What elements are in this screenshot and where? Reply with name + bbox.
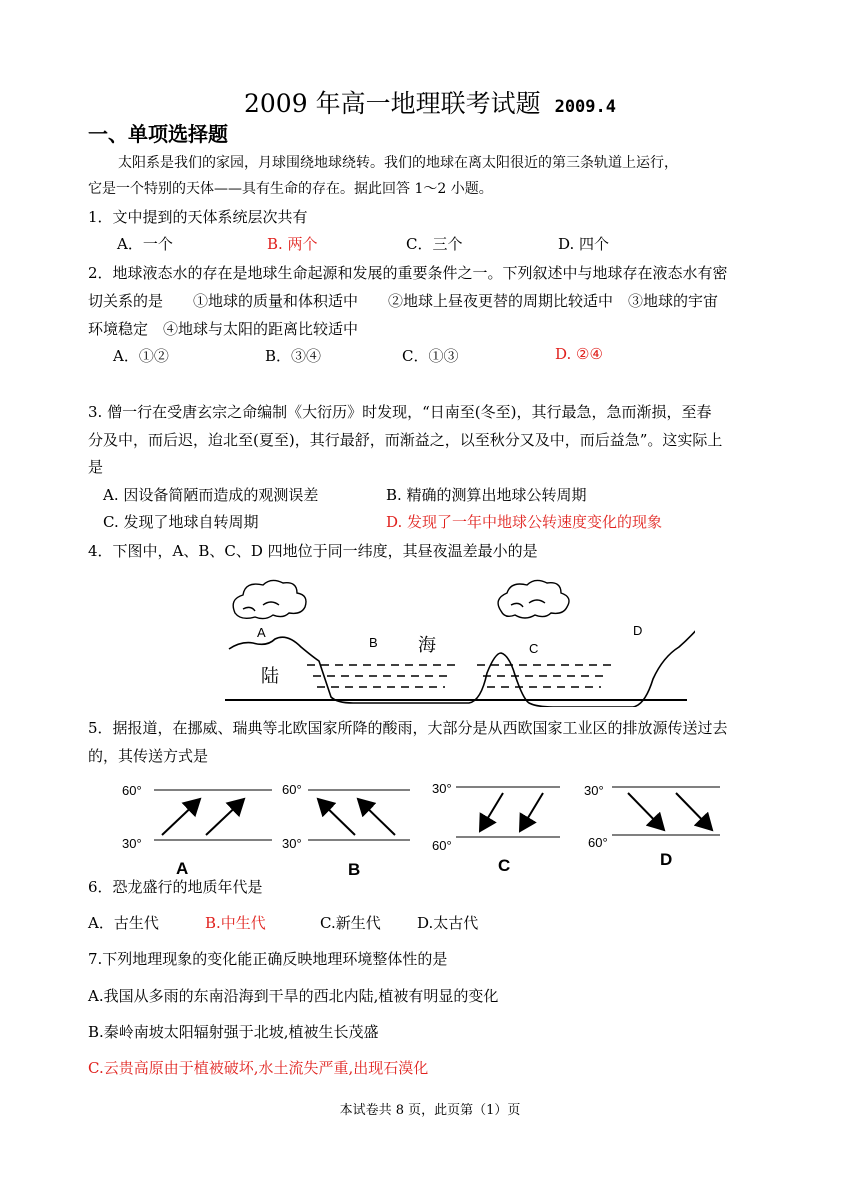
diagram-c-bottom-lat: 60° [432, 838, 452, 853]
cloud-icon-right [498, 580, 569, 618]
terrain-profile [229, 609, 695, 707]
q2-option-b: B．③④ [265, 347, 322, 365]
diagram-a [122, 783, 272, 878]
q2-line-3: 环境稳定 ④地球与太阳的距离比较适中 [88, 320, 359, 338]
q5-line-2: 的，其传送方式是 [88, 747, 209, 765]
diagram-b [282, 782, 410, 879]
q4-stem: 4．下图中，A、B、C、D 四地位于同一纬度，其昼夜温差最小的是 [88, 542, 538, 560]
figure-label-c: C [529, 641, 539, 656]
figure-label-d: D [633, 623, 643, 638]
diagram-a-top-lat: 60° [122, 783, 142, 798]
diagram-c-top-lat: 30° [432, 781, 452, 796]
diagram-c-letter: C [498, 856, 511, 875]
figure-label-b: B [369, 635, 378, 650]
q2-line-2: 切关系的是 ①地球的质量和体积适中 ②地球上昼夜更替的周期比较适中 ③地球的宇宙 [88, 292, 719, 310]
q6-option-a: A．古生代 [88, 914, 159, 932]
page-title [0, 84, 860, 120]
q3-line-3: 是 [88, 458, 104, 476]
diagram-d [584, 783, 720, 869]
q3-option-a: A. 因设备简陋而造成的观测误差 [103, 486, 319, 504]
q5-wind-diagrams [110, 775, 730, 880]
page-footer: 本试卷共 8 页，此页第（1）页 [339, 1103, 521, 1118]
q7-option-b: B.秦岭南坡太阳辐射强于北坡,植被生长茂盛 [88, 1023, 379, 1041]
diagram-b-bottom-lat: 30° [282, 836, 302, 851]
q7-option-c-answer: C.云贵高原由于植被破坏,水土流失严重,出现石漠化 [88, 1059, 429, 1077]
cloud-icon-left [233, 580, 306, 618]
q6-option-c: C.新生代 [320, 914, 381, 932]
figure-label-sea: 海 [418, 635, 436, 656]
diagram-d-bottom-lat: 60° [588, 835, 608, 850]
diagram-a-bottom-lat: 30° [122, 836, 142, 851]
q3-option-b: B. 精确的测算出地球公转周期 [386, 486, 587, 504]
q4-landform-figure [215, 575, 695, 707]
q1-stem: 1．文中提到的天体系统层次共有 [88, 208, 308, 226]
q2-option-c: C．①③ [402, 347, 459, 365]
diagram-d-letter: D [660, 850, 673, 869]
diagram-b-letter: B [348, 860, 361, 879]
q1-option-a: A．一个 [117, 235, 173, 253]
q3-line-1: 3. 僧一行在受唐玄宗之命编制《大衍历》时发现，“日南至(冬至)，其行最急，急而渐损，至春 [88, 403, 712, 421]
figure-label-land: 陆 [261, 666, 279, 687]
sea-water-left [307, 665, 455, 687]
title-main: 2009 年高一地理联考试题 [244, 89, 541, 118]
q3-line-2: 分及中，而后迟，迨北至(夏至)，其行最舒，而渐益之，以至秋分又及中，而后益急”。这实际上 [88, 431, 723, 449]
q1-option-c: C．三个 [406, 235, 463, 253]
q7-stem: 7.下列地理现象的变化能正确反映地理环境整体性的是 [88, 950, 448, 968]
q2-option-a: A．①② [113, 347, 169, 365]
q3-option-c: C. 发现了地球自转周期 [103, 513, 259, 531]
q6-stem: 6．恐龙盛行的地质年代是 [88, 878, 263, 896]
title-date: 2009.4 [554, 97, 616, 117]
q6-option-b-answer: B.中生代 [205, 914, 266, 932]
q7-option-a: A.我国从多雨的东南沿海到干旱的西北内陆,植被有明显的变化 [88, 987, 499, 1005]
diagram-b-top-lat: 60° [282, 782, 302, 797]
sea-water-right [477, 665, 615, 687]
diagram-a-letter: A [176, 859, 189, 878]
diagram-d-top-lat: 30° [584, 783, 604, 798]
q1-option-d: D. 四个 [558, 235, 610, 253]
figure-label-a: A [257, 625, 266, 640]
q2-line-1: 2．地球液态水的存在是地球生命起源和发展的重要条件之一。下列叙述中与地球存在液态水有密 [88, 264, 728, 282]
diagram-c [432, 781, 560, 875]
q6-option-d: D.太古代 [417, 914, 479, 932]
q5-line-1: 5．据报道，在挪威、瑞典等北欧国家所降的酸雨，大部分是从西欧国家工业区的排放源传送过去 [88, 719, 728, 737]
q2-option-d-answer: D. ②④ [555, 345, 603, 363]
section-heading: 一、单项选择题 [88, 122, 228, 146]
intro-line-1: 太阳系是我们的家园，月球围绕地球绕转。我们的地球在离太阳很近的第三条轨道上运行， [118, 155, 678, 171]
q3-option-d-answer: D. 发现了一年中地球公转速度变化的现象 [386, 513, 663, 531]
q1-option-b-answer: B. 两个 [267, 235, 318, 253]
intro-line-2: 它是一个特别的天体——具有生命的存在。据此回答 1～2 小题。 [88, 181, 493, 197]
